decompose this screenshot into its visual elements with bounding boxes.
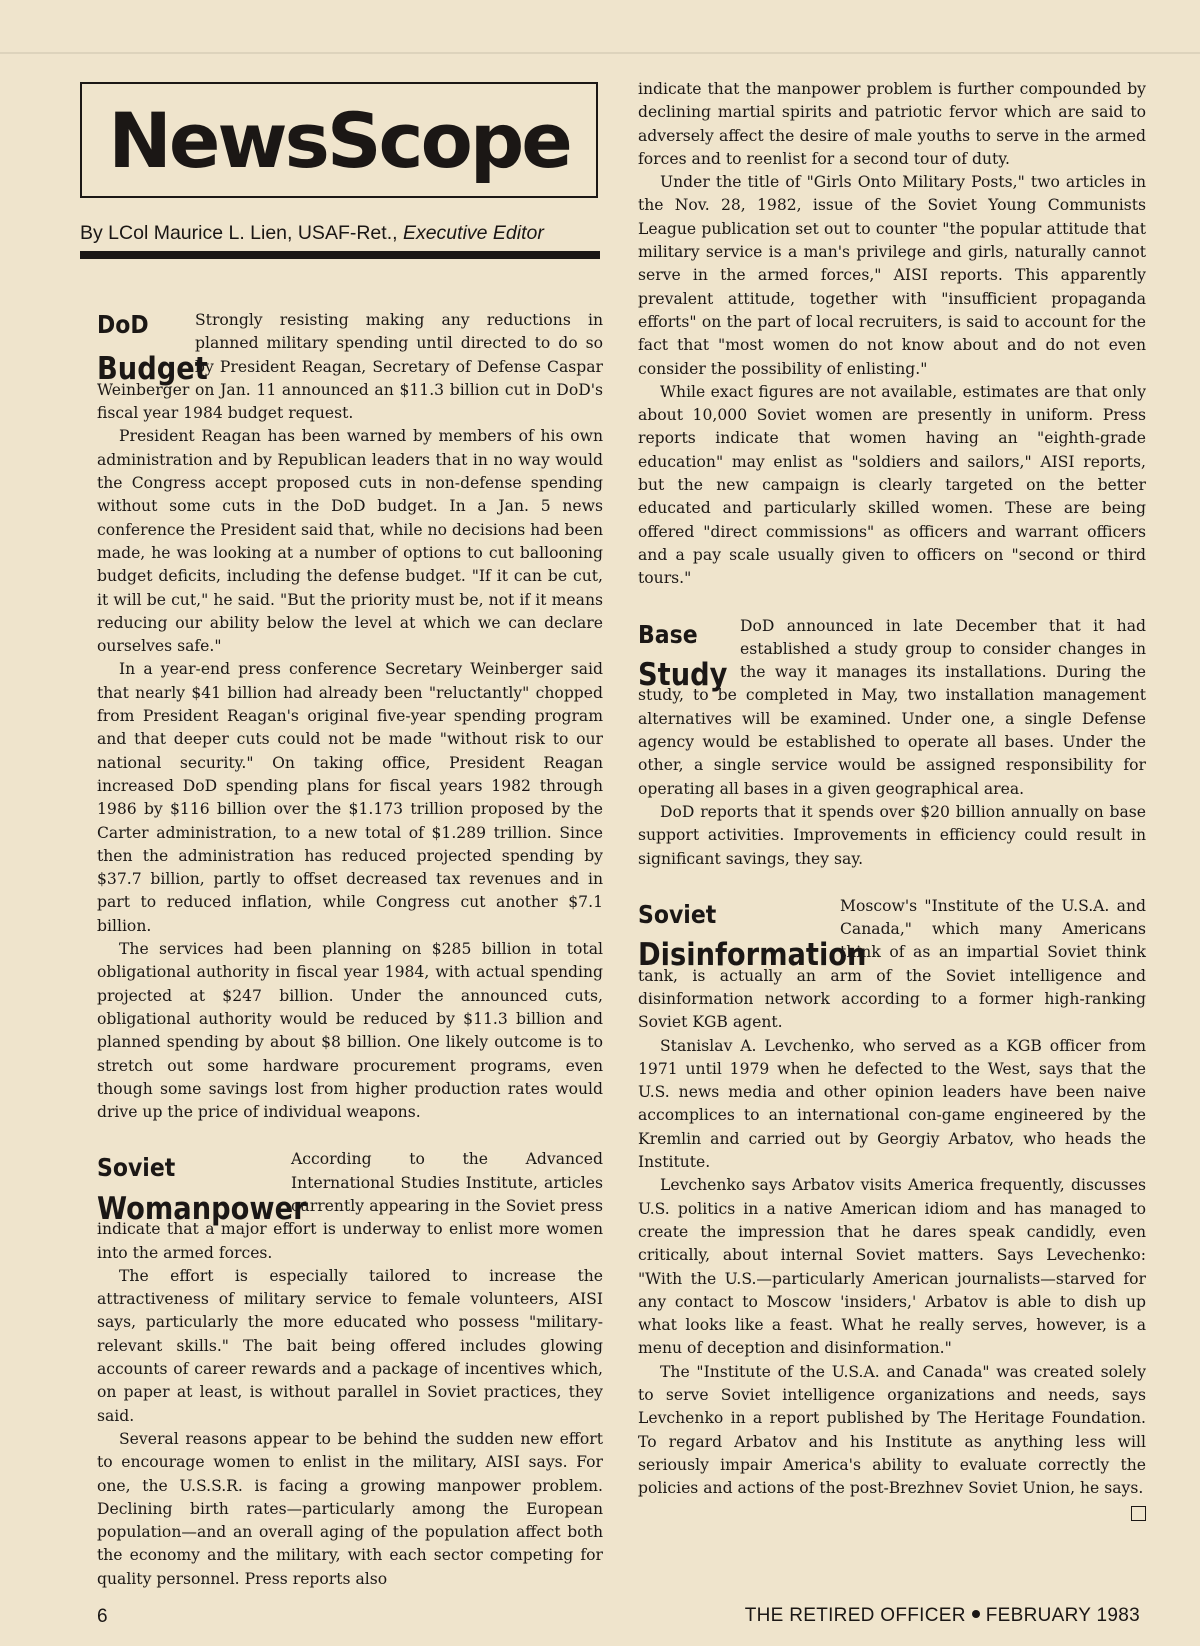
paragraph: Stanislav A. Levchenko, who served as a KGB officer from 1971 until 1979 when he defected to the West, says that the U.S. news media and other opinion leaders have been naive accomplices to an international con-game engineered by the Kremlin and carried out by Georgiy Arbatov, who heads the Institute. (638, 1036, 1146, 1172)
paragraph: Several reasons appear to be behind the sudden new effort to encourage women to enlist in the military, AISI says. For one, the U.S.S.R. is facing a growing manpower problem. Declining birth rates—particularly among the European population—and an overall aging of the population affect both the economy and the military, with each sector competing for quality personnel. Press reports also (97, 1429, 603, 1588)
paragraph-text: The "Institute of the U.S.A. and Canada" was created solely to serve Soviet intelligence organizations and needs, says Levchenko in a report published by The Heritage Foundation. To regard Arbatov and his Institute as anything less will seriously impair America's ability to evaluate correctly the policies and actions of the post-Brezhnev Soviet Union, he says. (638, 1362, 1146, 1498)
end-mark-icon (1131, 1506, 1146, 1521)
byline (80, 222, 600, 245)
article-soviet-womanpower (97, 1148, 603, 1591)
kicker-line: DoD (97, 310, 149, 339)
kicker-line: Womanpower (97, 1190, 307, 1227)
paragraph: In a year-end press conference Secretary Weinberger said that nearly $41 billion had already been "reluctantly" chopped from President Reagan's original five-year spending program and that deeper cuts could not be made "without risk to our national security." On taking office, President Reagan increased DoD spending plans for fiscal years 1982 through 1986 by $116 billion over the $1.173 trillion proposed by the Carter administration, to a new total of $1.289 trillion. Since then the administration has reduced projected spending by $37.7 billion, partly to offset decreased tax revenues and in part to reduced inflation, while Congress cut another $7.1 billion. (97, 660, 603, 935)
bullet-icon (972, 1610, 980, 1618)
kicker-line: Base (638, 619, 698, 649)
column-right (638, 78, 1146, 1525)
kicker-line: Soviet (97, 1153, 176, 1183)
page-number: 6 (97, 1606, 108, 1627)
byline-author: By LCol Maurice L. Lien, USAF-Ret., (80, 222, 403, 244)
byline-divider (80, 251, 600, 259)
kicker-line: Soviet (638, 899, 717, 929)
article-kicker (638, 615, 728, 693)
paragraph: DoD reports that it spends over $20 billion annually on base support activities. Improvements in efficiency could result in significant savings, they say. (638, 802, 1146, 868)
publication-name: THE RETIRED OFFICER (744, 1605, 966, 1626)
column-left (97, 309, 603, 1615)
paragraph: The effort is especially tailored to increase the attractiveness of military service to female volunteers, AISI says, particularly the more educated who possess "military-relevant skills." The bait being offered includes glowing accounts of career rewards and a package of incentives which, on paper at least, is without parallel in Soviet practices, they said. (97, 1266, 603, 1425)
article-kicker (638, 895, 867, 974)
byline-role: Executive Editor (402, 222, 544, 244)
kicker-line: Disinformation (638, 937, 867, 974)
article-base-study (638, 615, 1146, 871)
paragraph: The services had been planning on $285 billion in total obligational authority in fiscal year 1984, with actual spending projected at $247 billion. Under the announced cuts, obligational authority would be reduced by $11.3 billion and planned spending by about $8 billion. One likely outcome is to stretch out some hardware procurement programs, even though some savings lost from higher production rates would drive up the price of individual weapons. (97, 940, 603, 1122)
paragraph: President Reagan has been warned by members of his own administration and by Republican leaders that in no way would the Congress accept proposed cuts in non-defense spending without some cuts in the DoD budget. In a Jan. 5 news conference the President said that, while no decisions had been made, he was looking at a number of options to cut ballooning budget deficits, including the defense budget. "If it can be cut, it will be cut," he said. "But the priority must be, not if it means reducing our ability below the level at which we can declare ourselves safe." (97, 427, 603, 656)
running-footer (745, 1605, 1140, 1627)
paragraph: Moscow's "Institute of the U.S.A. and Canada," which many Americans think of as an impartial Soviet think tank, is actually an arm of the Soviet intelligence and disinformation network according to a former high-ranking Soviet KGB agent. (638, 896, 1146, 1032)
article-dod-budget (97, 309, 603, 1124)
article-soviet-disinformation (638, 895, 1146, 1501)
issue-date: FEBRUARY 1983 (985, 1605, 1140, 1626)
paragraph: indicate that the manpower problem is further compounded by declining martial spirits and patriotic fervor which are said to adversely affect the desire of male youths to serve in the armed forces and to reenlist for a second tour of duty. (638, 80, 1146, 168)
paragraph: DoD announced in late December that it had established a study group to consider changes in the way it manages its installations. During the study, to be completed in May, two installation management alternatives will be examined. Under one, a single Defense agency would be established to operate all bases. Under the other, a single service would be assigned responsibility for operating all bases in a given geographical area. (638, 616, 1146, 798)
kicker-line: Study (638, 656, 728, 693)
paragraph: Strongly resisting making any reductions in planned military spending until directed to do so by President Reagan, Secretary of Defense Caspar Weinberger on Jan. 11 announced an $11.3 billion cut in DoD's fiscal year 1984 budget request. (97, 311, 603, 423)
masthead-box (80, 82, 598, 198)
paragraph: Levchenko says Arbatov visits America frequently, discusses U.S. politics in a native American idiom and has managed to create the impression that he dares speak candidly, even critically, about internal Soviet matters. Says Levechenko: "With the U.S.—particularly American journalists—starved for any contact to Moscow 'insiders,' Arbatov is able to dish up what looks like a feast. What he really serves, however, is a menu of deception and disinformation." (638, 1176, 1146, 1358)
paragraph: While exact figures are not available, estimates are that only about 10,000 Soviet women are presently in uniform. Press reports indicate that women having an "eighth-grade education" may enlist as "soldiers and sailors," AISI reports, but the new campaign is clearly targeted on the better educated and particularly skilled women. These are being offered "direct commissions" as officers and warrant officers and a pay scale usually given to officers on "second or third tours." (638, 382, 1146, 588)
paragraph: According to the Advanced International Studies Institute, articles currently appearing in the Soviet press indicate that a major effort is underway to enlist more women into the armed forces. (97, 1150, 603, 1262)
top-rule (0, 52, 1200, 54)
masthead-title: NewsScope (108, 95, 570, 185)
article-kicker (97, 309, 208, 388)
article-soviet-womanpower-continued (638, 78, 1146, 591)
kicker-line: Budget (97, 351, 208, 388)
paragraph (638, 1361, 1146, 1501)
paragraph: Under the title of "Girls Onto Military Posts," two articles in the Nov. 28, 1982, issue of the Soviet Young Communists League publication set out to counter "the popular attitude that military service is a man's privilege and girls, naturally cannot serve in the armed forces," AISI reports. This apparently prevalent attitude, together with "insufficient propaganda efforts" on the part of local recruiters, is said to account for the fact that "most women do not know about and do not even consider the possibility of enlisting." (638, 173, 1146, 378)
article-kicker (97, 1148, 307, 1227)
